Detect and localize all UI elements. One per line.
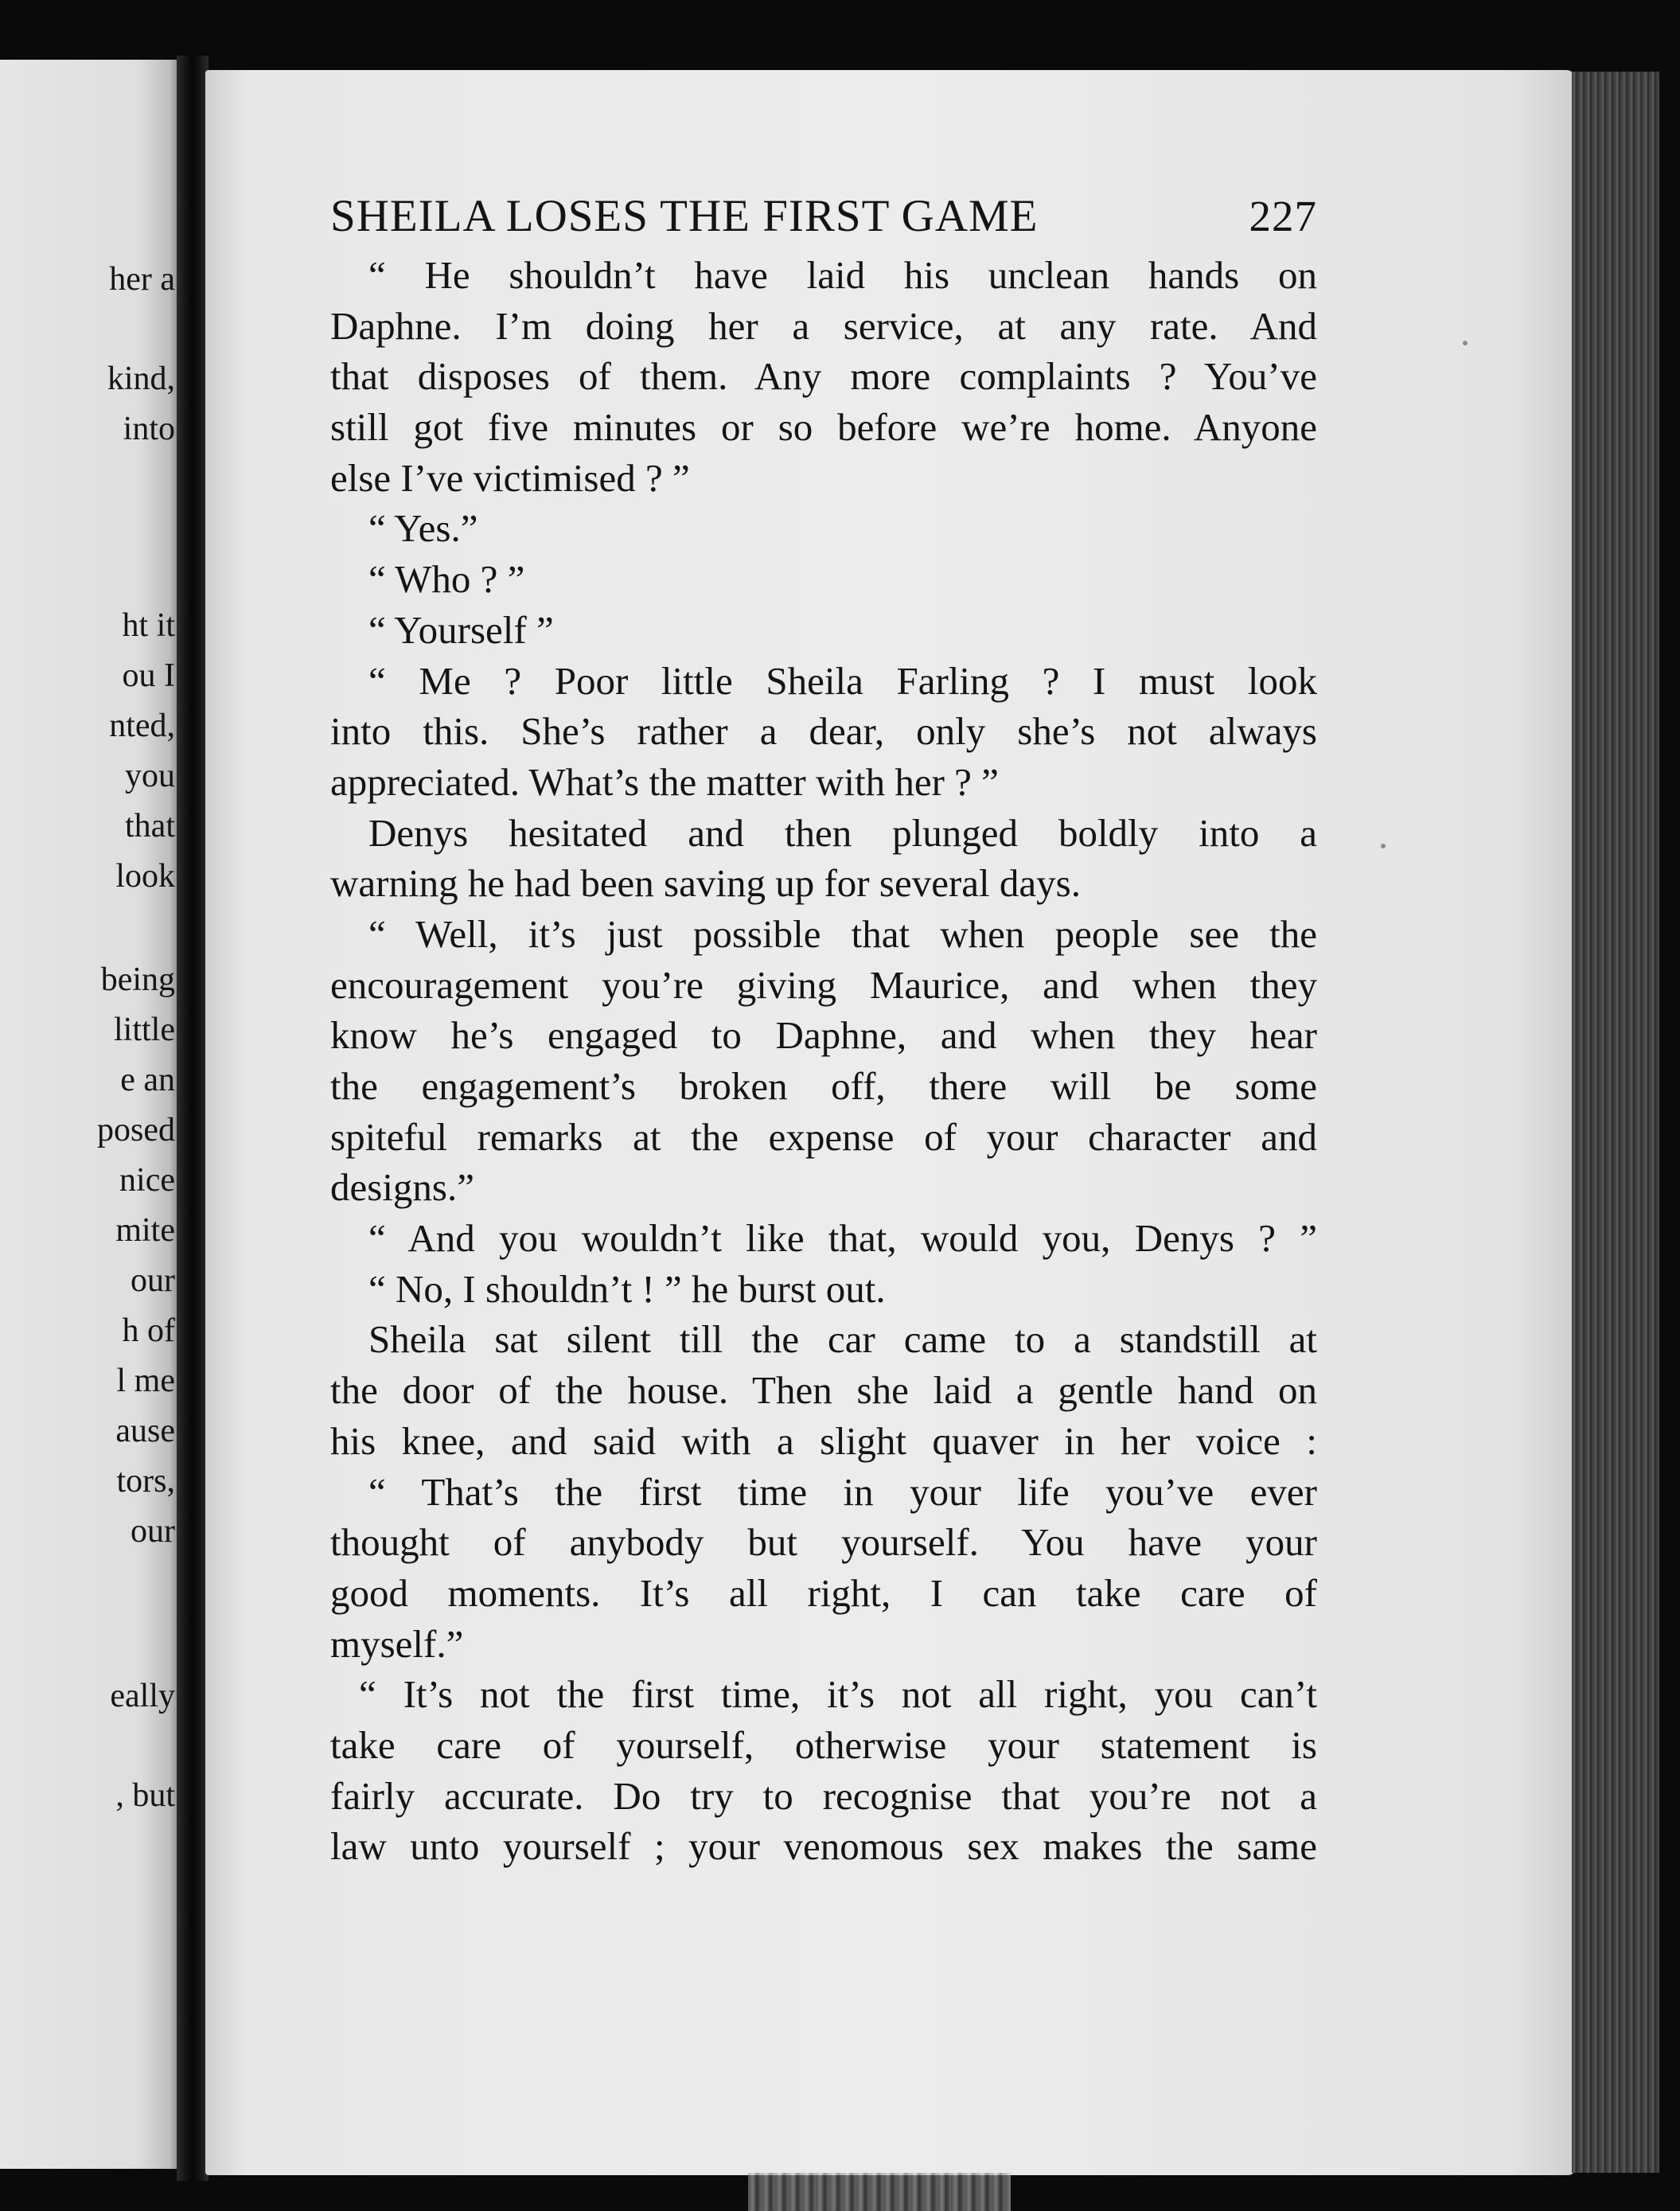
text-line: spiteful remarks at the expense of your character and (330, 1114, 1317, 1159)
text-line: “ Well, it’s just possible that when people see the (368, 911, 1317, 956)
left-page-line: ause (115, 1413, 175, 1449)
text-line: Sheila sat silent till the car came to a standstill at (368, 1317, 1317, 1362)
text-line: “ No, I shouldn’t ! ” he burst out. (368, 1266, 886, 1311)
page-text-block (330, 191, 1317, 1872)
left-page-line: into (123, 411, 175, 447)
left-page-line: being (100, 961, 175, 998)
text-line: the door of the house. Then she laid a gentle hand on (330, 1368, 1317, 1413)
text-line: “ He shouldn’t have laid his unclean hands on (368, 253, 1317, 297)
scan-artifact (748, 2173, 1011, 2211)
text-line: “ Who ? ” (368, 557, 525, 602)
text-line: “ Me ? Poor little Sheila Farling ? I must look (368, 658, 1317, 703)
text-line: Denys hesitated and then plunged boldly into a (368, 810, 1317, 855)
left-page-line: little (114, 1012, 175, 1048)
text-line: good moments. It’s all right, I can take care of (330, 1570, 1317, 1615)
left-page-line: ht it (122, 607, 175, 644)
text-line: “ Yourself ” (368, 607, 554, 652)
left-page-line: nice (119, 1162, 175, 1199)
left-page-line: our (131, 1262, 175, 1299)
left-page-line: e an (120, 1062, 175, 1098)
left-page-line: nted, (109, 708, 175, 744)
left-page-line: h of (122, 1312, 175, 1349)
text-line: into this. She’s rather a dear, only she’s not always (330, 709, 1317, 754)
left-page-line: kind, (107, 361, 175, 397)
page-number: 227 (1249, 192, 1317, 240)
left-page-line: mite (115, 1212, 175, 1249)
text-line: appreciated. What’s the matter with her ? ” (330, 759, 999, 804)
running-head-title: SHEILA LOSES THE FIRST GAME (330, 191, 1039, 241)
left-page-line: you (125, 758, 175, 794)
body-text (330, 250, 1317, 1872)
text-line: his knee, and said with a slight quaver in her voice : (330, 1418, 1317, 1463)
text-line: designs.” (330, 1165, 474, 1210)
left-page-line: our (131, 1513, 175, 1550)
left-page-line: eally (110, 1678, 175, 1714)
text-line: Daphne. I’m doing her a service, at any rate. And (330, 303, 1317, 348)
text-line: warning he had been saving up for several days. (330, 861, 1081, 906)
text-line: “ It’s not the first time, it’s not all right, you can’t (359, 1672, 1317, 1717)
text-line: thought of anybody but yourself. You have your (330, 1520, 1317, 1565)
left-page-line: l me (116, 1363, 175, 1399)
text-line: law unto yourself ; your venomous sex makes the same (330, 1824, 1317, 1869)
left-page (0, 60, 185, 2169)
speck (1463, 341, 1468, 345)
text-line: that disposes of them. Any more complaints ? You’ve (330, 354, 1317, 399)
text-line: else I’ve victimised ? ” (330, 455, 690, 500)
text-line: know he’s engaged to Daphne, and when they hear (330, 1013, 1317, 1058)
left-page-line: ou I (122, 657, 175, 694)
running-head (330, 191, 1317, 242)
left-page-line: her a (109, 261, 175, 298)
text-line: fairly accurate. Do try to recognise that you’re not a (330, 1773, 1317, 1818)
left-page-line: , but (115, 1777, 175, 1814)
left-page-line: posed (97, 1112, 175, 1148)
text-line: still got five minutes or so before we’re home. Anyone (330, 405, 1317, 450)
text-line: “ That’s the first time in your life you’ve ever (368, 1469, 1317, 1514)
left-page-line: tors, (116, 1463, 175, 1499)
text-line: “ Yes.” (368, 506, 478, 551)
text-line: “ And you wouldn’t like that, would you, Denys ? ” (368, 1216, 1317, 1261)
book-binding (177, 56, 209, 2181)
text-line: the engagement’s broken off, there will be some (330, 1064, 1317, 1108)
text-line: take care of yourself, otherwise your statement is (330, 1722, 1317, 1767)
text-line: myself.” (330, 1621, 464, 1666)
left-page-line: that (125, 808, 175, 844)
page-fore-edge (1572, 72, 1659, 2173)
speck (1381, 844, 1386, 848)
left-page-line: look (115, 858, 175, 895)
text-line: encouragement you’re giving Maurice, and when they (330, 962, 1317, 1007)
